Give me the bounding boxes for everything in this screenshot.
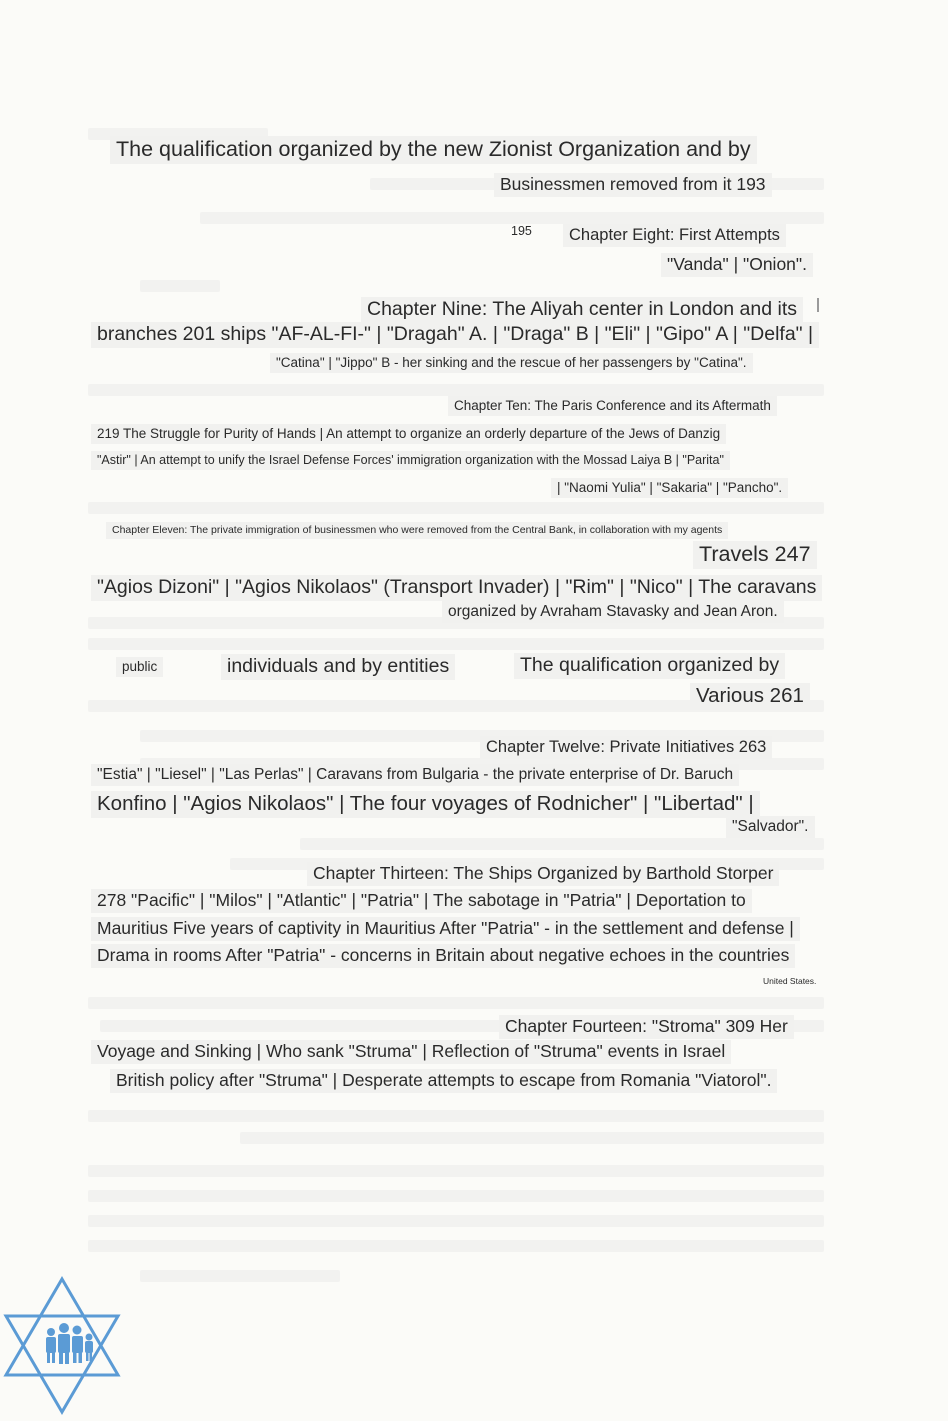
page-number: 195 bbox=[511, 224, 532, 238]
star-of-david-icon bbox=[0, 1275, 124, 1416]
toc-line: "Agios Dizoni" | "Agios Nikolaos" (Transport Invader) | "Rim" | "Nico" | The caravans bbox=[91, 575, 822, 601]
toc-line: "Salvador". bbox=[726, 816, 815, 838]
toc-line: branches 201 ships "AF-AL-FI-" | "Dragah" A. | "Draga" B | "Eli" | "Gipo" A | "Delfa" | bbox=[91, 322, 819, 348]
toc-line: The qualification organized by the new Zionist Organization and by bbox=[110, 136, 757, 164]
toc-line: Voyage and Sinking | Who sank "Struma" | Reflection of "Struma" events in Israel bbox=[91, 1040, 731, 1064]
toc-line: British policy after "Struma" | Desperate attempts to escape from Romania "Viatorol". bbox=[110, 1069, 777, 1093]
toc-line: 219 The Struggle for Purity of Hands | An attempt to organize an orderly departure of the Jews of Danzig bbox=[91, 424, 726, 444]
toc-line: "Catina" | "Jippo" B - her sinking and the rescue of her passengers by "Catina". bbox=[270, 353, 753, 373]
family-figures-icon bbox=[46, 1323, 93, 1364]
chapter-heading: Chapter Fourteen: "Stroma" 309 Her bbox=[499, 1015, 794, 1039]
toc-line: Businessmen removed from it 193 bbox=[494, 173, 772, 197]
toc-line: "Estia" | "Liesel" | "Las Perlas" | Caravans from Bulgaria - the private enterprise of Dr. Baruch bbox=[91, 764, 739, 786]
toc-line: Travels 247 bbox=[693, 541, 817, 569]
toc-line: 278 "Pacific" | "Milos" | "Atlantic" | "Patria" | The sabotage in "Patria" | Deportation to bbox=[91, 889, 752, 913]
toc-line: Various 261 bbox=[690, 683, 810, 710]
chapter-heading: The qualification organized by bbox=[514, 653, 785, 679]
chapter-heading: Chapter Twelve: Private Initiatives 263 bbox=[480, 736, 772, 759]
toc-line: | "Naomi Yulia" | "Sakaria" | "Pancho". bbox=[551, 478, 788, 498]
toc-line: "Vanda" | "Onion". bbox=[661, 253, 813, 277]
toc-line: Drama in rooms After "Patria" - concerns in Britain about negative echoes in the countries bbox=[91, 944, 795, 968]
toc-line: Konfino | "Agios Nikolaos" | The four voyages of Rodnicher" | "Libertad" | bbox=[91, 791, 760, 818]
toc-line: United States. bbox=[763, 976, 817, 986]
star-of-david-logo bbox=[0, 1275, 124, 1416]
chapter-heading: Chapter Eleven: The private immigration of businessmen who were removed from the Central Bank, in collaboration with my agents bbox=[106, 522, 728, 539]
toc-line: "Astir" | An attempt to unify the Israel Defense Forces' immigration organization with the Mossad Laiya B | "Parita" bbox=[91, 451, 730, 470]
chapter-heading: Chapter Ten: The Paris Conference and its Aftermath bbox=[448, 396, 777, 416]
chapter-heading: Chapter Eight: First Attempts bbox=[563, 224, 786, 247]
toc-line: public bbox=[116, 657, 163, 677]
toc-line: organized by Avraham Stavasky and Jean Aron. bbox=[442, 601, 784, 623]
chapter-heading: Chapter Nine: The Aliyah center in London and its bbox=[361, 297, 803, 323]
toc-line: individuals and by entities bbox=[221, 654, 455, 680]
chapter-heading: Chapter Thirteen: The Ships Organized by Barthold Storper bbox=[307, 862, 779, 886]
vertical-bar bbox=[817, 298, 819, 312]
toc-line: Mauritius Five years of captivity in Mauritius After "Patria" - in the settlement and defense | bbox=[91, 917, 800, 941]
